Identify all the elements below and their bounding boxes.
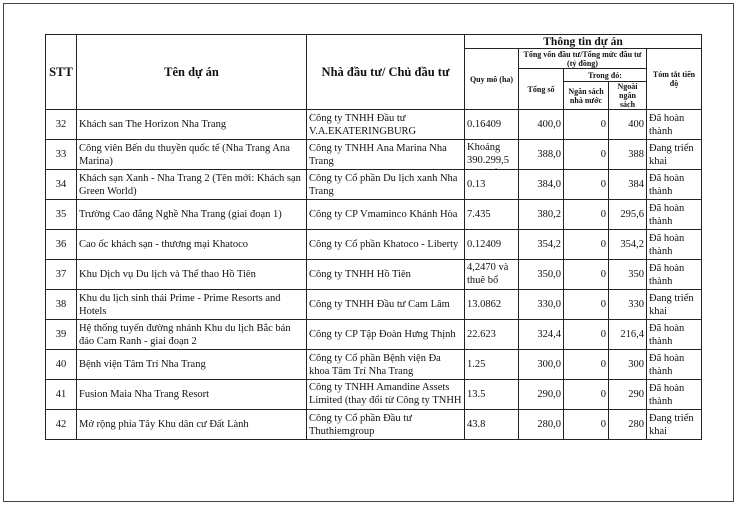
header-of-which: Trong đó: — [564, 69, 647, 82]
table-row — [46, 380, 702, 410]
row-project-name — [77, 290, 307, 320]
row-project-name-text: Khách sạn Xanh - Nha Trang 2 (Tên mới: Khách sạn Green World) — [79, 172, 301, 197]
table-row — [46, 170, 702, 200]
row-status-text: Đã hoàn thành — [649, 172, 685, 197]
row-non-state-budget: 350 — [609, 260, 647, 290]
row-investor-text: Công ty TNHH Đầu tư V.A.EKATERINGBURG — [309, 112, 417, 137]
row-status — [647, 320, 702, 350]
row-status-text: Đã hoàn thành — [649, 382, 685, 407]
table-row — [46, 260, 702, 290]
row-stt: 41 — [46, 380, 77, 410]
row-project-name — [77, 410, 307, 440]
table-row — [46, 230, 702, 260]
row-project-name-text: Khách san The Horizon Nha Trang — [79, 119, 227, 130]
row-scale-text: Khoảng 390.299,5 — [467, 141, 509, 166]
row-investor — [307, 320, 465, 350]
row-project-name — [77, 350, 307, 380]
row-scale-text: 0.12409 — [467, 239, 502, 250]
row-scale-text: 43.8 — [467, 419, 486, 430]
row-stt: 38 — [46, 290, 77, 320]
row-state-budget: 0 — [564, 260, 609, 290]
header-stt: STT — [46, 35, 77, 110]
header-non-state-budget: Ngoài ngân sách — [609, 82, 647, 110]
row-state-budget: 0 — [564, 110, 609, 140]
row-state-budget: 0 — [564, 350, 609, 380]
row-total: 280,0 — [519, 410, 564, 440]
row-status — [647, 260, 702, 290]
table-row — [46, 110, 702, 140]
row-scale — [465, 290, 519, 320]
row-scale-text: 4,2470 và thuê bổ — [467, 261, 509, 286]
table-body — [46, 110, 702, 440]
row-state-budget: 0 — [564, 230, 609, 260]
row-state-budget: 0 — [564, 410, 609, 440]
header-total-capital: Tổng vốn đầu tư/Tổng mức đầu tư (tỷ đồng) — [519, 49, 647, 69]
row-stt: 40 — [46, 350, 77, 380]
header-project-info: Thông tin dự án — [465, 35, 702, 49]
row-status — [647, 110, 702, 140]
row-project-name-text: Cao ốc khách sạn - thương mại Khatoco — [79, 239, 248, 250]
row-status-text: Đang triển khai — [649, 142, 694, 167]
row-investor-text: Công ty TNHH Hồ Tiên — [309, 269, 411, 280]
row-status — [647, 350, 702, 380]
row-investor-text: Công ty Cổ phần Khatoco - Liberty — [309, 239, 459, 250]
row-status — [647, 200, 702, 230]
header-scale: Quy mô (ha) — [465, 49, 519, 110]
row-investor — [307, 380, 465, 410]
row-state-budget: 0 — [564, 320, 609, 350]
row-project-name — [77, 110, 307, 140]
row-project-name — [77, 260, 307, 290]
row-status-text: Đã hoàn thành — [649, 232, 685, 257]
row-investor — [307, 170, 465, 200]
row-investor — [307, 230, 465, 260]
row-status-text: Đã hoàn thành — [649, 322, 685, 347]
row-stt: 42 — [46, 410, 77, 440]
row-investor — [307, 140, 465, 170]
row-investor-text: Công ty Cổ phần Đầu tư Thuthiemgroup — [309, 412, 412, 437]
row-scale-text: 13.0862 — [467, 299, 502, 310]
row-scale-text: 13.5 — [467, 389, 486, 400]
row-stt: 36 — [46, 230, 77, 260]
row-scale — [465, 350, 519, 380]
project-table — [45, 34, 702, 440]
header-project-name: Tên dự án — [77, 35, 307, 110]
row-status-text: Đã hoàn thành — [649, 112, 685, 137]
row-scale — [465, 170, 519, 200]
row-scale — [465, 230, 519, 260]
row-status — [647, 230, 702, 260]
row-project-name-text: Khu du lịch sinh thái Prime - Prime Resorts and Hotels — [79, 292, 281, 317]
row-scale — [465, 410, 519, 440]
row-status — [647, 140, 702, 170]
row-status-text: Đang triển khai — [649, 292, 694, 317]
row-state-budget: 0 — [564, 140, 609, 170]
row-non-state-budget: 388 — [609, 140, 647, 170]
row-non-state-budget: 280 — [609, 410, 647, 440]
row-non-state-budget: 216,4 — [609, 320, 647, 350]
row-status — [647, 380, 702, 410]
table-row — [46, 350, 702, 380]
row-scale — [465, 110, 519, 140]
row-state-budget: 0 — [564, 170, 609, 200]
row-project-name-text: Công viên Bến du thuyền quốc tế (Nha Trang Ana Marina) — [79, 142, 290, 167]
row-status — [647, 410, 702, 440]
header-total: Tổng số — [519, 69, 564, 110]
header-state-budget: Ngân sách nhà nước — [564, 82, 609, 110]
row-non-state-budget: 290 — [609, 380, 647, 410]
row-non-state-budget: 384 — [609, 170, 647, 200]
row-project-name — [77, 140, 307, 170]
row-stt: 33 — [46, 140, 77, 170]
table-row — [46, 200, 702, 230]
row-project-name-text: Khu Dịch vụ Du lịch và Thể thao Hồ Tiên — [79, 269, 256, 280]
row-non-state-budget: 354,2 — [609, 230, 647, 260]
row-state-budget: 0 — [564, 290, 609, 320]
row-investor — [307, 410, 465, 440]
row-total: 400,0 — [519, 110, 564, 140]
row-status-text: Đang triển khai — [649, 412, 694, 437]
row-investor-text: Công ty CP Vmaminco Khánh Hòa — [309, 209, 458, 220]
row-investor — [307, 200, 465, 230]
row-project-name-text: Trường Cao đẳng Nghề Nha Trang (giai đoạn 1) — [79, 209, 282, 220]
row-project-name — [77, 230, 307, 260]
row-investor-text: Công ty TNHH Ana Marina Nha Trang — [309, 142, 447, 167]
row-scale — [465, 200, 519, 230]
row-scale-text: 0.13 — [467, 179, 486, 190]
row-investor-text: Công ty CP Tập Đoàn Hưng Thịnh — [309, 329, 456, 340]
row-total: 290,0 — [519, 380, 564, 410]
row-project-name-text: Bệnh viện Tâm Trí Nha Trang — [79, 359, 206, 370]
row-scale — [465, 140, 519, 170]
row-investor — [307, 260, 465, 290]
table-row — [46, 320, 702, 350]
row-non-state-budget: 400 — [609, 110, 647, 140]
header-investor: Nhà đầu tư/ Chủ đầu tư — [307, 35, 465, 110]
table-row — [46, 290, 702, 320]
row-stt: 32 — [46, 110, 77, 140]
header-progress-summary: Tóm tắt tiến độ — [647, 49, 702, 110]
row-project-name — [77, 380, 307, 410]
table-row — [46, 140, 702, 170]
row-status — [647, 170, 702, 200]
row-scale — [465, 260, 519, 290]
row-scale-text: 0.16409 — [467, 119, 502, 130]
row-investor-text: Công ty TNHH Amandine Assets Limited (thay đổi từ Công ty TNHH — [309, 381, 462, 406]
row-investor-text: Công ty Cổ phần Du lịch xanh Nha Trang — [309, 172, 458, 197]
row-scale-text: 1.25 — [467, 359, 486, 370]
row-status-text: Đã hoàn thành — [649, 202, 685, 227]
row-total: 350,0 — [519, 260, 564, 290]
row-investor-text: Công ty Cổ phần Bệnh viện Đa khoa Tâm Trí Nha Trang — [309, 352, 441, 377]
row-investor — [307, 350, 465, 380]
row-investor-text: Công ty TNHH Đầu tư Cam Lâm — [309, 299, 450, 310]
row-project-name — [77, 170, 307, 200]
row-scale — [465, 380, 519, 410]
row-project-name-text: Mở rộng phía Tây Khu dân cư Đất Lành — [79, 419, 249, 430]
row-stt: 35 — [46, 200, 77, 230]
row-state-budget: 0 — [564, 200, 609, 230]
row-scale — [465, 320, 519, 350]
row-total: 354,2 — [519, 230, 564, 260]
row-stt: 39 — [46, 320, 77, 350]
row-stt: 34 — [46, 170, 77, 200]
row-non-state-budget: 330 — [609, 290, 647, 320]
table-header — [46, 35, 702, 110]
row-stt: 37 — [46, 260, 77, 290]
row-total: 324,4 — [519, 320, 564, 350]
row-investor — [307, 110, 465, 140]
row-total: 330,0 — [519, 290, 564, 320]
row-status-text: Đã hoàn thành — [649, 352, 685, 377]
row-project-name — [77, 320, 307, 350]
row-total: 388,0 — [519, 140, 564, 170]
row-total: 380,2 — [519, 200, 564, 230]
row-investor — [307, 290, 465, 320]
row-status — [647, 290, 702, 320]
row-project-name — [77, 200, 307, 230]
row-project-name-text: Fusion Maia Nha Trang Resort — [79, 389, 210, 400]
row-project-name-text: Hệ thống tuyến đường nhánh Khu du lịch Bắc bán đảo Cam Ranh - giai đoạn 2 — [79, 322, 291, 347]
row-non-state-budget: 295,6 — [609, 200, 647, 230]
table-row — [46, 410, 702, 440]
row-status-text: Đã hoàn thành — [649, 262, 685, 287]
row-scale-text: 22.623 — [467, 329, 496, 340]
row-total: 300,0 — [519, 350, 564, 380]
row-state-budget: 0 — [564, 380, 609, 410]
row-non-state-budget: 300 — [609, 350, 647, 380]
document-page — [3, 3, 734, 502]
row-scale-text: 7.435 — [467, 209, 491, 220]
row-total: 384,0 — [519, 170, 564, 200]
